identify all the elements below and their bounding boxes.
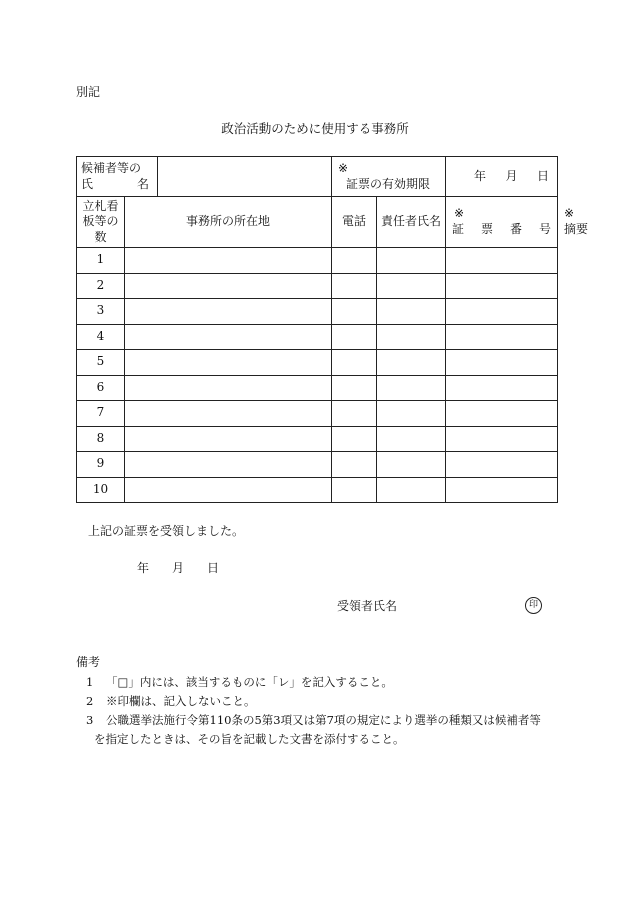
document-title: 政治活動のために使用する事務所 (221, 121, 409, 136)
address-field[interactable] (125, 324, 332, 350)
responsible-field[interactable] (377, 426, 446, 452)
candidate-label-line2: 氏 名 (81, 176, 149, 191)
row-number: 8 (77, 426, 125, 452)
reference-mark: ※ (454, 206, 465, 221)
year-label: 年 (137, 561, 150, 575)
cert-number-field[interactable] (446, 299, 558, 325)
address-field[interactable] (125, 426, 332, 452)
phone-field[interactable] (332, 324, 377, 350)
row-number: 1 (77, 248, 125, 274)
validity-date-field[interactable] (446, 157, 558, 197)
month-label: 月 (171, 561, 184, 575)
day-label: 日 (537, 168, 550, 183)
cert-number-field[interactable] (446, 477, 558, 503)
address-field[interactable] (125, 477, 332, 503)
responsible-field[interactable] (377, 452, 446, 478)
col-phone: 電 話 (332, 197, 377, 248)
seal-icon: 印 (525, 597, 542, 614)
reference-mark: ※ (338, 160, 349, 175)
row-number: 10 (77, 477, 125, 503)
cert-number-field[interactable] (446, 375, 558, 401)
col-certificate-number: ※ 証 票 番 号 (446, 197, 558, 248)
cert-number-field[interactable] (446, 350, 558, 376)
header-row (77, 157, 558, 197)
office-form-table (76, 156, 589, 503)
cert-number-field[interactable] (446, 324, 558, 350)
table-row (77, 273, 558, 299)
cert-number-field[interactable] (446, 248, 558, 274)
address-field[interactable] (125, 273, 332, 299)
notes-heading: 備考 (76, 655, 101, 669)
candidate-name-label-cell (77, 157, 158, 197)
address-field[interactable] (125, 350, 332, 376)
table-row (77, 299, 558, 325)
col-responsible-person: 責任者氏名 (377, 197, 446, 248)
address-field[interactable] (125, 452, 332, 478)
responsible-field[interactable] (377, 324, 446, 350)
phone-field[interactable] (332, 350, 377, 376)
phone-field[interactable] (332, 477, 377, 503)
row-number: 7 (77, 401, 125, 427)
responsible-field[interactable] (377, 299, 446, 325)
table-row (77, 477, 558, 503)
row-number: 3 (77, 299, 125, 325)
row-number: 5 (77, 350, 125, 376)
table-row (77, 401, 558, 427)
receiver-name-label: 受領者氏名 (337, 599, 398, 613)
candidate-label-line1: 候補者等の (81, 160, 142, 175)
table-row (77, 426, 558, 452)
address-field[interactable] (125, 248, 332, 274)
appendix-label: 別記 (76, 85, 101, 99)
note-item-continuation: を指定したときは、その旨を記載した文書を添付すること。 (94, 732, 405, 746)
candidate-name-field[interactable] (158, 157, 332, 197)
year-label: 年 (474, 168, 487, 183)
table-row (77, 324, 558, 350)
receipt-date[interactable] (137, 562, 219, 574)
month-label: 月 (505, 168, 518, 183)
row-number: 4 (77, 324, 125, 350)
col-office-address: 事務所の所在地 (125, 197, 332, 248)
phone-field[interactable] (332, 273, 377, 299)
responsible-field[interactable] (377, 350, 446, 376)
address-field[interactable] (125, 299, 332, 325)
cert-number-field[interactable] (446, 273, 558, 299)
table-row (77, 248, 558, 274)
address-field[interactable] (125, 401, 332, 427)
table-row (77, 452, 558, 478)
cert-number-field[interactable] (446, 401, 558, 427)
cert-number-field[interactable] (446, 426, 558, 452)
responsible-field[interactable] (377, 248, 446, 274)
note-item: 3 公職選挙法施行令第110条の5第3項又は第7項の規定により選挙の種類又は候補者等 (86, 713, 541, 727)
phone-field[interactable] (332, 248, 377, 274)
col-sign-count: 立札看 板等の 数 (77, 197, 125, 248)
phone-field[interactable] (332, 375, 377, 401)
note-item: 1 「□」内には、該当するものに「レ」を記入すること。 (86, 675, 393, 689)
row-number: 6 (77, 375, 125, 401)
office-rows (77, 248, 558, 503)
phone-field[interactable] (332, 452, 377, 478)
table-row (77, 350, 558, 376)
note-item: 2 ※印欄は、記入しないこと。 (86, 694, 256, 708)
validity-label: 証票の有効期限 (346, 176, 431, 191)
validity-label-cell (332, 157, 446, 197)
row-number: 9 (77, 452, 125, 478)
responsible-field[interactable] (377, 273, 446, 299)
address-field[interactable] (125, 375, 332, 401)
responsible-field[interactable] (377, 477, 446, 503)
phone-field[interactable] (332, 299, 377, 325)
responsible-field[interactable] (377, 401, 446, 427)
cert-number-field[interactable] (446, 452, 558, 478)
receipt-statement: 上記の証票を受領しました。 (88, 524, 245, 538)
row-number: 2 (77, 273, 125, 299)
day-label: 日 (206, 561, 219, 575)
phone-field[interactable] (332, 401, 377, 427)
responsible-field[interactable] (377, 375, 446, 401)
phone-field[interactable] (332, 426, 377, 452)
column-header-row: 立札看 板等の 数 事務所の所在地 電 話 責任者氏名 ※ 証 票 番 号 ※ 摘 要 (77, 197, 558, 248)
table-row (77, 375, 558, 401)
